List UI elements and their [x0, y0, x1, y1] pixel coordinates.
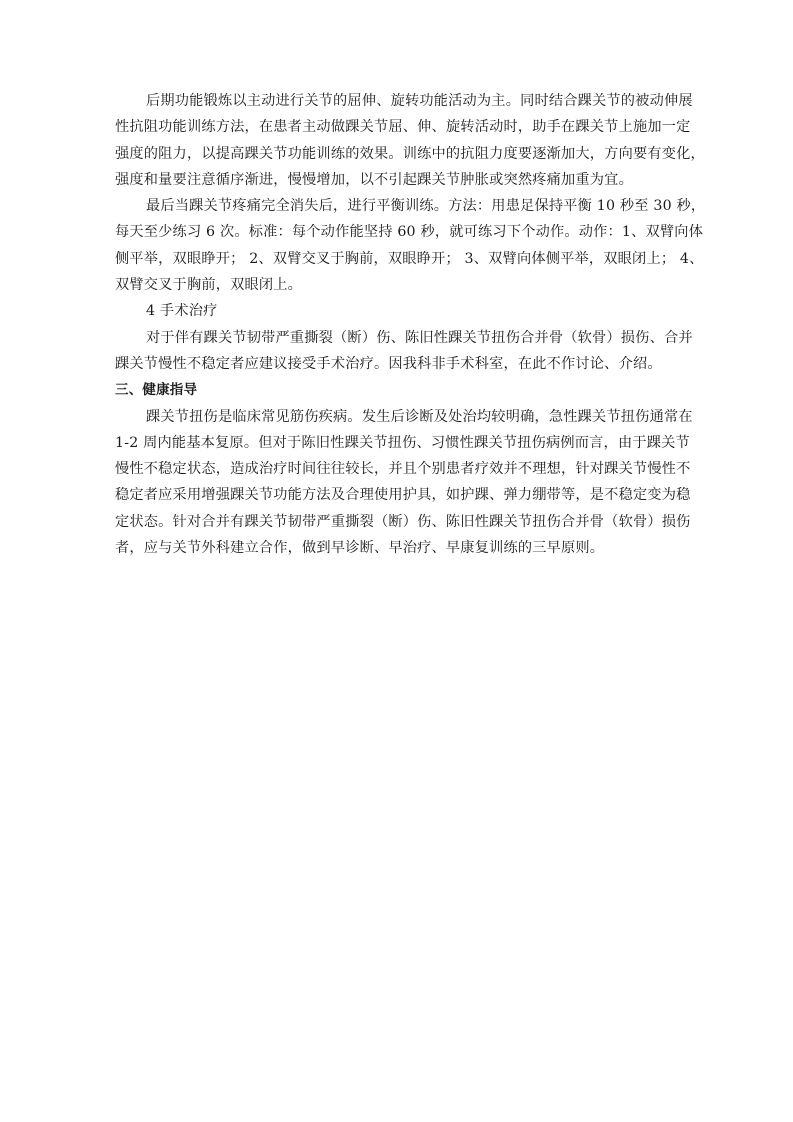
text-line: 者，应与关节外科建立合作，做到早诊断、早治疗、早康复训练的三早原则。 — [115, 540, 605, 557]
text-line: 后期功能锻炼以主动进行关节的屈伸、旋转功能活动为主。同时结合踝关节的被动伸展 — [146, 93, 693, 109]
text-line: 定状态。针对合并有踝关节韧带严重撕裂（断）伤、陈旧性踝关节扭伤合并骨（软骨）损伤 — [115, 513, 691, 530]
text-line: 慢性不稳定状态，造成治疗时间往往较长，并且个别患者疗效并不理想，针对踝关节慢性不 — [115, 461, 691, 478]
text-line: 稳定者应采用增强踝关节功能方法及合理使用护具，如护踝、弹力绷带等，是不稳定变为稳 — [115, 487, 691, 504]
text-line: 侧平举，双眼睁开； 2、双臂交叉于胸前，双眼睁开； 3、双臂向体侧平举，双眼闭上； 4、 — [115, 250, 704, 267]
text-line: 踝关节扭伤是临床常见筋伤疾病。发生后诊断及处治均较明确，急性踝关节扭伤通常在 — [146, 408, 693, 425]
section-heading-surgery: 4 手术治疗 — [146, 303, 218, 320]
text-line: 1-2 周内能基本复原。但对于陈旧性踝关节扭伤、习惯性踝关节扭伤病例而言，由于踝关节 — [115, 434, 690, 451]
text-line: 踝关节慢性不稳定者应建议接受手术治疗。因我科非手术科室，在此不作讨论、介绍。 — [115, 355, 662, 372]
text-line: 对于伴有踝关节韧带严重撕裂（断）伤、陈旧性踝关节扭伤合并骨（软骨）损伤、合并 — [146, 329, 693, 346]
paragraph-balance-training — [115, 193, 706, 298]
paragraph-health-guidance — [115, 404, 693, 562]
text-line: 强度的阻力，以提高踝关节功能训练的效果。训练中的抗阻力度要逐渐加大，方向要有变化， — [115, 145, 705, 162]
text-line: 最后当踝关节疼痛完全消失后，进行平衡训练。方法：用患足保持平衡 10 秒至 30 秒， — [146, 198, 706, 215]
paragraph-late-rehab — [115, 88, 705, 193]
document-page — [115, 88, 706, 561]
text-line: 每天至少练习 6 次。标准：每个动作能坚持 60 秒，就可练习下个动作。动作：1、双臂向体 — [115, 224, 704, 241]
section-heading-health-guidance: 三、健康指导 — [115, 382, 198, 399]
paragraph-surgery — [115, 325, 693, 378]
text-line: 性抗阻功能训练方法，在患者主动做踝关节屈、伸、旋转活动时，助手在踝关节上施加一定 — [115, 119, 691, 136]
text-line: 双臂交叉于胸前，双眼闭上。 — [115, 277, 303, 294]
text-line: 强度和量要注意循序渐进，慢慢增加，以不引起踝关节肿胀或突然疼痛加重为宜。 — [115, 171, 633, 188]
